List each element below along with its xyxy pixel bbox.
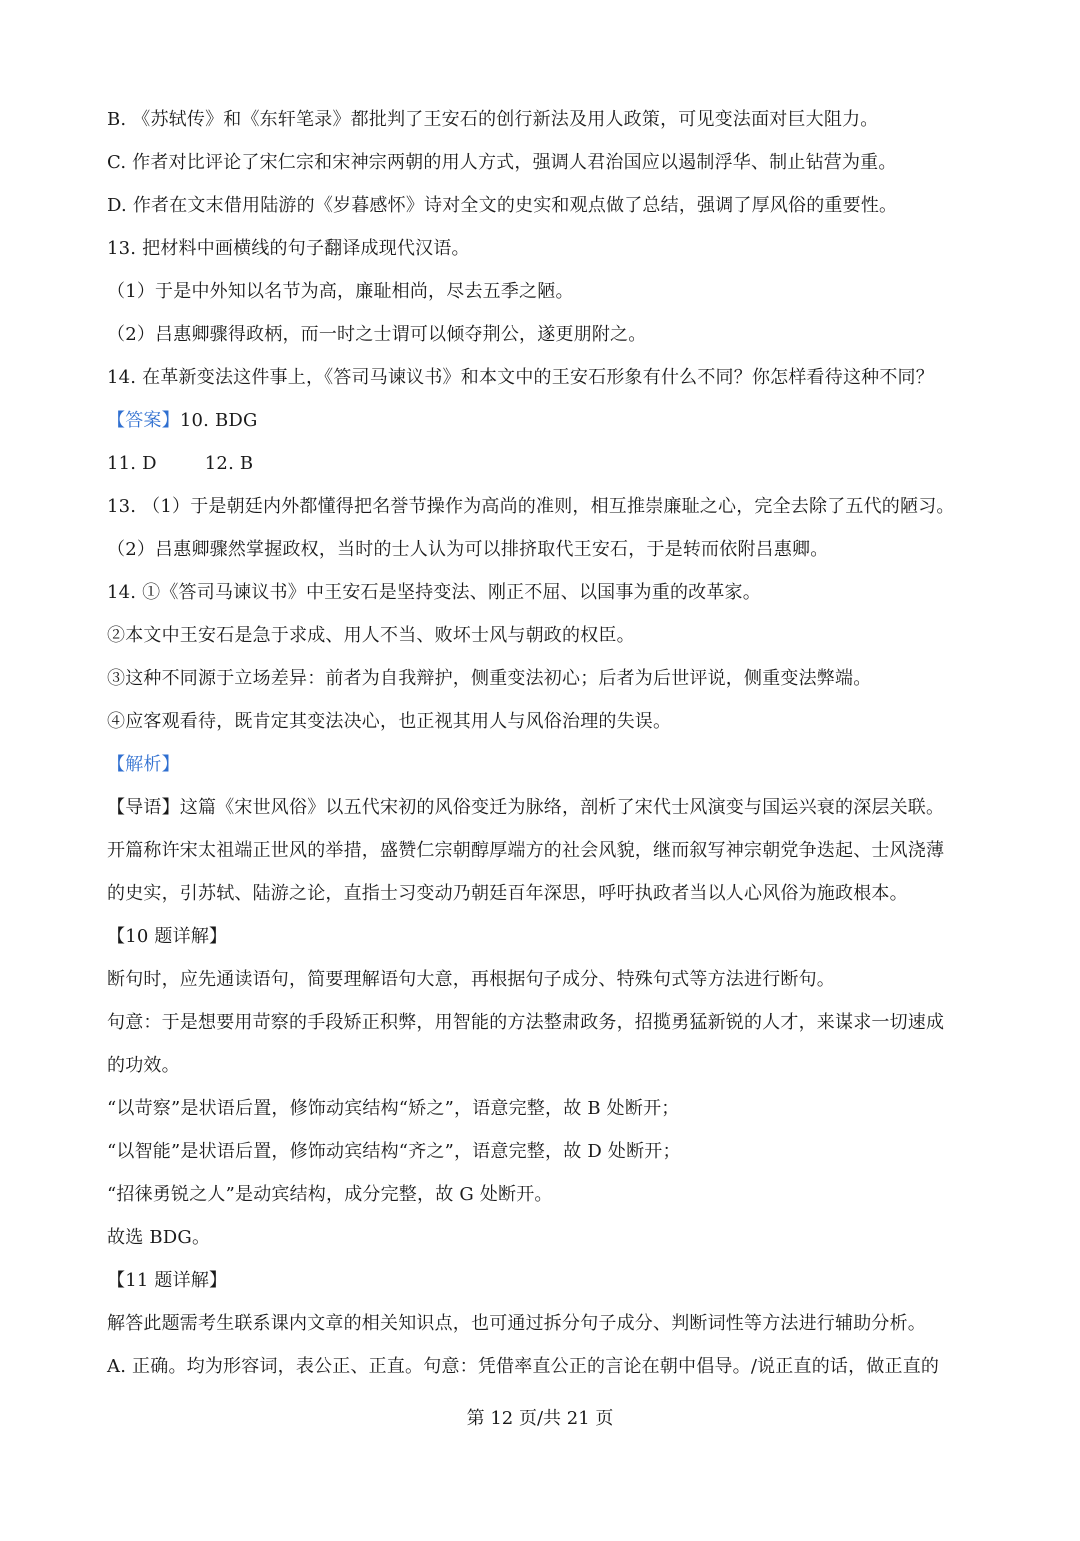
- page-content: [107, 98, 987, 1388]
- question-14: 14. 在革新变法这件事上，《答司马谏议书》和本文中的王安石形象有什么不同？你怎样看待这种不同？: [107, 367, 934, 388]
- answer-tag: 【答案】: [107, 410, 180, 431]
- q10-detail-line: 句意：于是想要用苛察的手段矫正积弊，用智能的方法整肃政务，招揽勇猛新锐的人才，来谋求一切速成: [107, 1012, 945, 1033]
- analysis-heading: [107, 743, 987, 786]
- answer-line: [107, 399, 987, 442]
- answer-q11-q12-line: [107, 442, 987, 485]
- question-13: 13. 把材料中画横线的句子翻译成现代汉语。: [107, 238, 470, 259]
- intro-line: 的史实，引苏轼、陆游之论，直指士习变动乃朝廷百年深思，呼吁执政者当以人心风俗为施政根本。: [107, 883, 908, 904]
- page-footer: 第 12 页/共 21 页: [466, 1408, 614, 1429]
- option-d: D. 作者在文末借用陆游的《岁暮感怀》诗对全文的史实和观点做了总结，强调了厚风俗的重要性。: [107, 195, 898, 216]
- option-b: B. 《苏轼传》和《东轩笔录》都批判了王安石的创行新法及用人政策，可见变法面对巨大阻力。: [107, 109, 879, 130]
- q11-detail-heading: 【11 题详解】: [107, 1270, 228, 1291]
- q11-detail-line: A. 正确。均为形容词，表公正、正直。句意：凭借率直公正的言论在朝中倡导。/说正直的话，做正直的: [107, 1356, 940, 1377]
- question-13-part-1: （1）于是中外知以名节为高，廉耻相尚，尽去五季之陋。: [107, 281, 574, 302]
- q10-detail-line: “以智能”是状语后置，修饰动宾结构“齐之”，语意完整，故 D 处断开；: [107, 1141, 681, 1162]
- answer-q14-point-4: ④应客观看待，既肯定其变法决心，也正视其用人与风俗治理的失误。: [107, 711, 672, 732]
- intro-line: 【导语】这篇《宋世风俗》以五代宋初的风俗变迁为脉络，剖析了宋代士风演变与国运兴衰的深层关联。: [107, 797, 945, 818]
- q10-detail-line: 断句时，应先通读语句，简要理解语句大意，再根据句子成分、特殊句式等方法进行断句。: [107, 969, 835, 990]
- q10-detail-line: 的功效。: [107, 1055, 180, 1076]
- answer-q14-point-1: 14. ①《答司马谏议书》中王安石是坚持变法、刚正不屈、以国事为重的改革家。: [107, 582, 761, 603]
- q10-detail-line: “以苛察”是状语后置，修饰动宾结构“矫之”，语意完整，故 B 处断开；: [107, 1098, 680, 1119]
- analysis-tag: 【解析】: [107, 754, 180, 775]
- answer-q13-part-2: （2）吕惠卿骤然掌握政权，当时的士人认为可以排挤取代王安石，于是转而依附吕惠卿。: [107, 539, 829, 560]
- answer-q14-point-2: ②本文中王安石是急于求成、用人不当、败坏士风与朝政的权臣。: [107, 625, 635, 646]
- answer-q11: 11. D: [107, 453, 157, 474]
- q10-detail-heading: 【10 题详解】: [107, 926, 228, 947]
- answer-q13-part-1: 13. （1）于是朝廷内外都懂得把名誉节操作为高尚的准则，相互推崇廉耻之心，完全去除了五代的陋习。: [107, 496, 955, 517]
- option-c: C. 作者对比评论了宋仁宗和宋神宗两朝的用人方式，强调人君治国应以遏制浮华、制止钻营为重。: [107, 152, 897, 173]
- answer-q14-point-3: ③这种不同源于立场差异：前者为自我辩护，侧重变法初心；后者为后世评说，侧重变法弊端。: [107, 668, 872, 689]
- q10-detail-line: “招徕勇锐之人”是动宾结构，成分完整，故 G 处断开。: [107, 1184, 553, 1205]
- question-13-part-2: （2）吕惠卿骤得政柄，而一时之士谓可以倾夺荆公，遂更朋附之。: [107, 324, 647, 345]
- answer-q12: 12. B: [204, 453, 254, 474]
- q10-detail-line: 故选 BDG。: [107, 1227, 211, 1248]
- answer-q10: 10. BDG: [179, 410, 258, 431]
- q11-detail-line: 解答此题需考生联系课内文章的相关知识点，也可通过拆分句子成分、判断词性等方法进行辅助分析。: [107, 1313, 926, 1334]
- intro-line: 开篇称许宋太祖端正世风的举措，盛赞仁宗朝醇厚端方的社会风貌，继而叙写神宗朝党争迭起、士风浇薄: [107, 840, 945, 861]
